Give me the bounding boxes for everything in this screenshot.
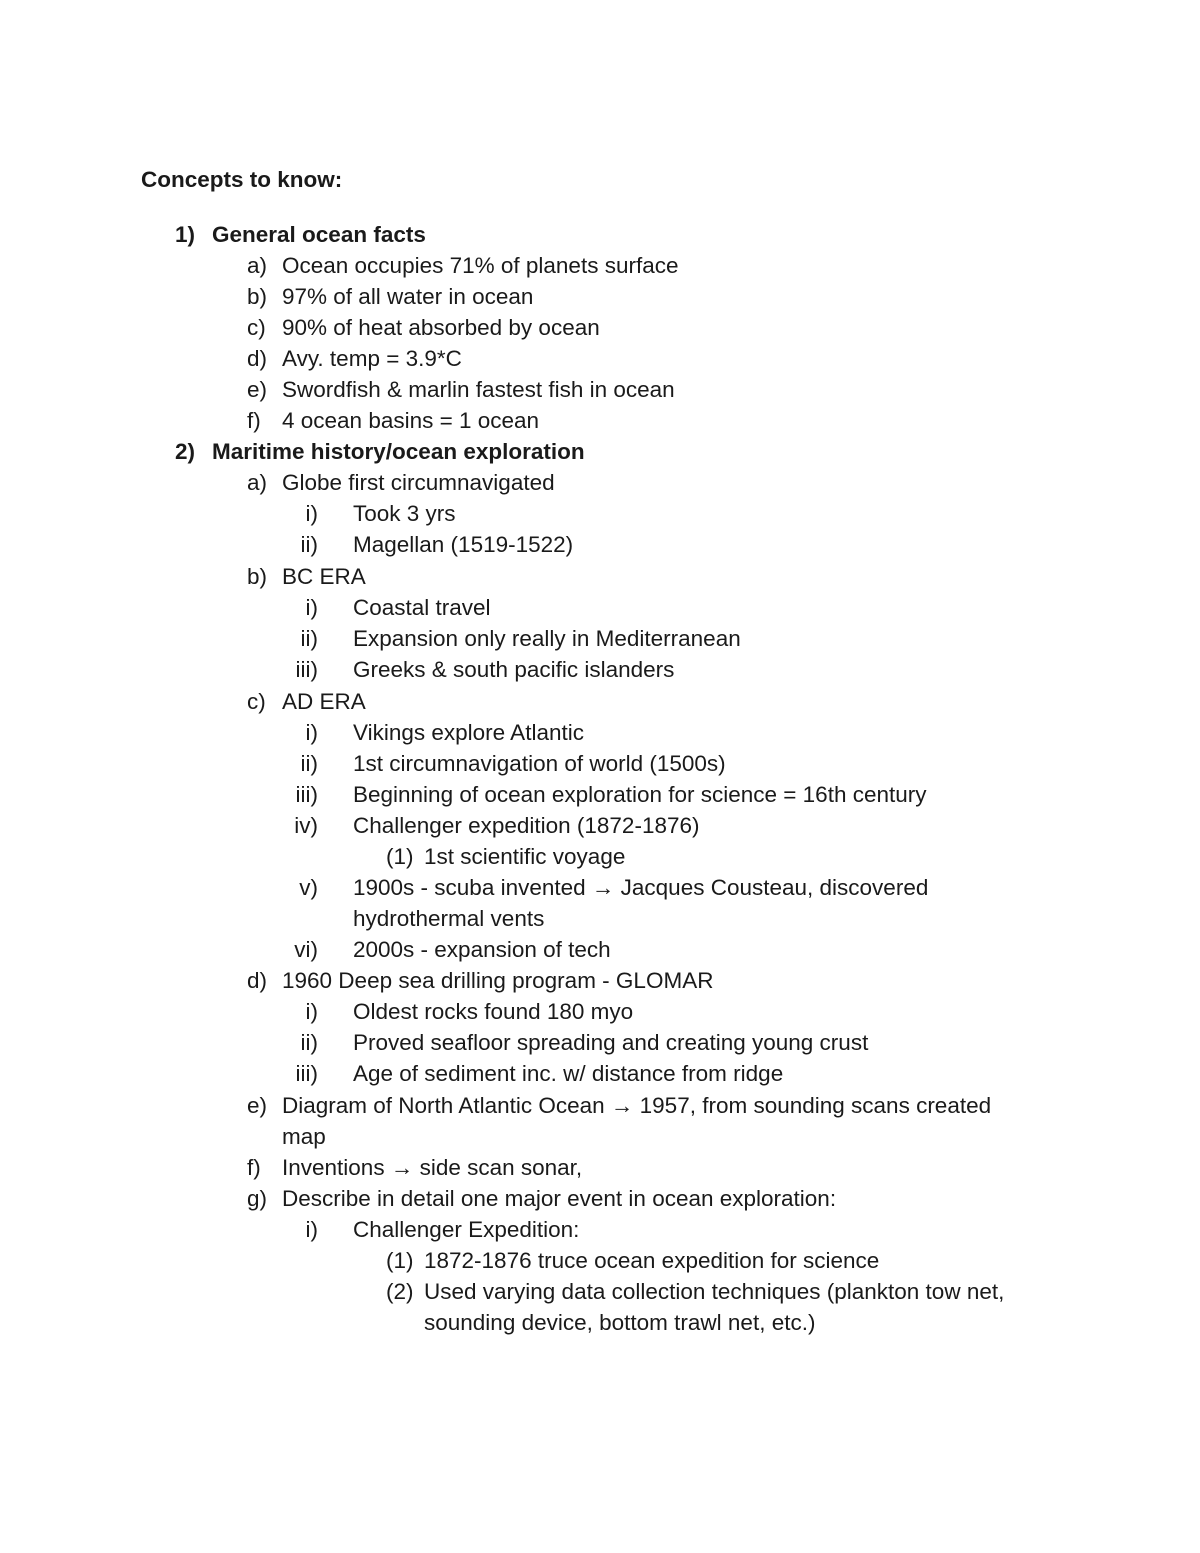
list-marker: e) (247, 1093, 268, 1118)
list-marker: i) (305, 720, 318, 745)
list-item-text: BC ERA (282, 564, 366, 589)
list-item-text: 1900s - scuba invented → Jacques Cousteau, discovered (353, 875, 929, 900)
list-marker: (2) (386, 1279, 414, 1304)
list-item-text: 1960 Deep sea drilling program - GLOMAR (282, 968, 714, 993)
list-item-text: 1872-1876 truce ocean expedition for science (424, 1248, 880, 1273)
list-marker: a) (247, 253, 268, 278)
list-marker: iii) (295, 782, 318, 807)
list-marker: a) (247, 470, 268, 495)
list-marker: (1) (386, 1248, 414, 1273)
list-item-continuation: hydrothermal vents (353, 906, 545, 931)
list-marker: i) (305, 501, 318, 526)
list-item-text: 1st scientific voyage (424, 844, 626, 869)
list-item-text: 4 ocean basins = 1 ocean (282, 408, 540, 433)
list-marker: 1) (175, 222, 196, 247)
list-marker: i) (305, 595, 318, 620)
list-marker: f) (247, 1155, 261, 1180)
list-marker: b) (247, 564, 268, 589)
list-item-text: Ocean occupies 71% of planets surface (282, 253, 679, 278)
list-item-text: Challenger Expedition: (353, 1217, 580, 1242)
list-marker: v) (299, 875, 318, 900)
list-marker: i) (305, 999, 318, 1024)
list-marker: b) (247, 284, 268, 309)
list-item-text: Vikings explore Atlantic (353, 720, 584, 745)
list-item-text: Avy. temp = 3.9*C (282, 346, 462, 371)
section-title: Maritime history/ocean exploration (212, 439, 585, 464)
list-item-text: Expansion only really in Mediterranean (353, 626, 741, 651)
list-item-text: AD ERA (282, 689, 366, 714)
page-heading: Concepts to know: (141, 167, 343, 192)
list-item-text: Describe in detail one major event in ocean exploration: (282, 1186, 837, 1211)
list-item-text: 1st circumnavigation of world (1500s) (353, 751, 726, 776)
list-marker: ii) (300, 751, 318, 776)
list-marker: ii) (300, 626, 318, 651)
list-marker: i) (305, 1217, 318, 1242)
list-item-text: Beginning of ocean exploration for science = 16th century (353, 782, 927, 807)
list-item-text: Greeks & south pacific islanders (353, 657, 675, 682)
list-item-text: Magellan (1519-1522) (353, 532, 574, 557)
list-marker: ii) (300, 1030, 318, 1055)
list-item-text: Proved seafloor spreading and creating young crust (353, 1030, 869, 1055)
list-marker: d) (247, 968, 268, 993)
list-item-text: 97% of all water in ocean (282, 284, 534, 309)
list-item-continuation: map (282, 1124, 326, 1149)
list-item-text: Inventions → side scan sonar, (282, 1155, 583, 1180)
list-item-text: Took 3 yrs (353, 501, 456, 526)
list-marker: (1) (386, 844, 414, 869)
list-item-text: Age of sediment inc. w/ distance from ridge (353, 1061, 784, 1086)
list-marker: iii) (295, 657, 318, 682)
list-item-text: Coastal travel (353, 595, 491, 620)
list-item-text: Used varying data collection techniques (plankton tow net, (424, 1279, 1005, 1304)
list-marker: vi) (294, 937, 318, 962)
list-item-text: 90% of heat absorbed by ocean (282, 315, 600, 340)
list-marker: g) (247, 1186, 268, 1211)
list-item-text: Globe first circumnavigated (282, 470, 555, 495)
list-marker: e) (247, 377, 268, 402)
section-title: General ocean facts (212, 222, 426, 247)
list-item-text: Swordfish & marlin fastest fish in ocean (282, 377, 675, 402)
list-item-text: Diagram of North Atlantic Ocean → 1957, from sounding scans created (282, 1093, 992, 1118)
list-marker: d) (247, 346, 268, 371)
list-marker: iv) (294, 813, 318, 838)
list-marker: c) (247, 689, 266, 714)
list-item-text: 2000s - expansion of tech (353, 937, 611, 962)
list-item-text: Challenger expedition (1872-1876) (353, 813, 700, 838)
list-marker: c) (247, 315, 266, 340)
list-marker: ii) (300, 532, 318, 557)
list-item-continuation: sounding device, bottom trawl net, etc.) (424, 1310, 816, 1335)
list-item-text: Oldest rocks found 180 myo (353, 999, 634, 1024)
list-marker: 2) (175, 439, 196, 464)
list-marker: f) (247, 408, 261, 433)
list-marker: iii) (295, 1061, 318, 1086)
